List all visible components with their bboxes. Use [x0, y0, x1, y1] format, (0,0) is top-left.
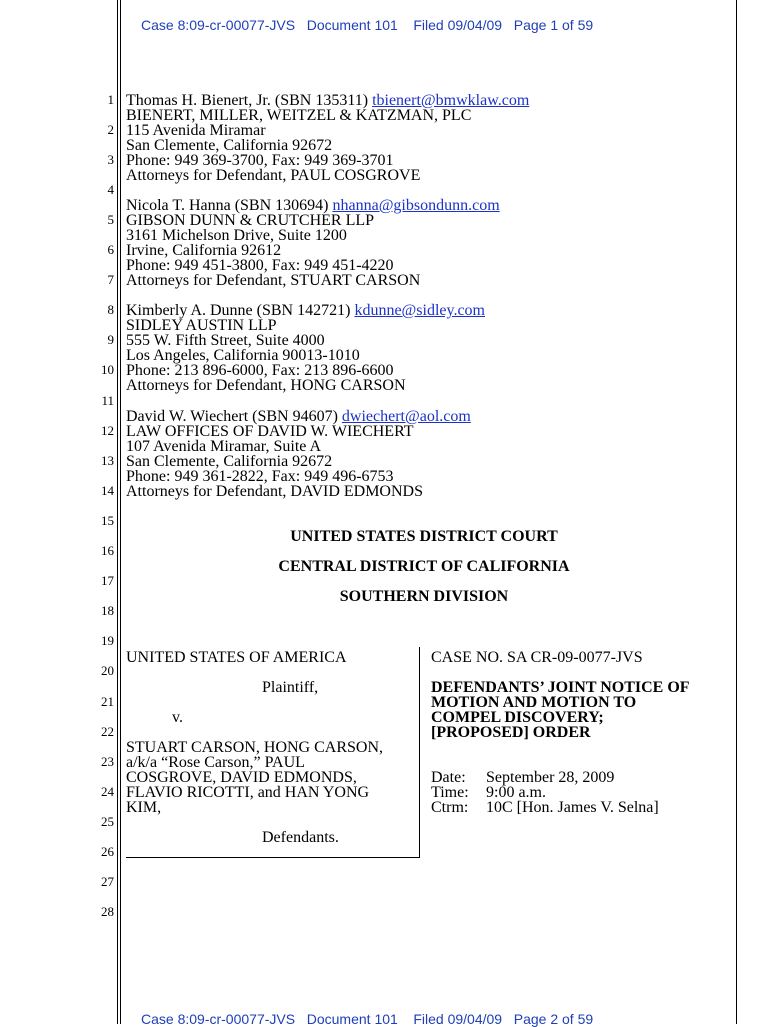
plaintiff-name: UNITED STATES OF AMERICA	[126, 649, 347, 666]
line-number: 24	[101, 784, 114, 799]
hearing-time-value: 9:00 a.m.	[486, 784, 546, 801]
address-line: Los Angeles, California 90013-1010	[126, 347, 360, 364]
attorney-email-link[interactable]: dwiechert@aol.com	[341, 408, 471, 425]
attorney-name: Nicola T. Hanna (SBN 130694)	[126, 197, 329, 214]
caption-divider-horizontal	[126, 857, 420, 858]
line-number: 23	[101, 754, 114, 769]
case-number: CASE NO. SA CR-09-0077-JVS	[431, 649, 643, 666]
line-number: 3	[107, 152, 114, 167]
line-number: 6	[107, 242, 114, 257]
hearing-time-label: Time:	[431, 784, 469, 801]
defendants-line: KIM,	[126, 799, 162, 816]
line-number: 28	[101, 904, 114, 919]
address-line: San Clemente, California 92672	[126, 453, 333, 470]
representation-line: Attorneys for Defendant, DAVID EDMONDS	[126, 483, 423, 500]
firm-name: SIDLEY AUSTIN LLP	[126, 317, 277, 334]
hearing-courtroom-value: 10C [Hon. James V. Selna]	[486, 799, 659, 816]
attorney-email-link[interactable]: nhanna@gibsondunn.com	[332, 197, 500, 214]
attorney-email-link[interactable]: kdunne@sidley.com	[354, 302, 485, 319]
document-title-line: DEFENDANTS’ JOINT NOTICE OF	[431, 679, 690, 696]
line-number: 20	[101, 663, 114, 678]
attorney-line	[126, 409, 471, 424]
attorney-line	[126, 93, 529, 108]
line-number: 21	[101, 694, 114, 709]
line-number: 27	[101, 874, 114, 889]
attorney-name: David W. Wiechert (SBN 94607)	[126, 408, 338, 425]
left-margin-rule-2	[120, 0, 121, 1024]
line-number: 12	[101, 423, 114, 438]
attorney-name: Kimberly A. Dunne (SBN 142721)	[126, 302, 351, 319]
hearing-date-value: September 28, 2009	[486, 769, 615, 786]
hearing-date-label: Date:	[431, 769, 466, 786]
line-number: 17	[101, 573, 114, 588]
document-title-line: MOTION AND MOTION TO	[431, 694, 637, 711]
attorney-line	[126, 198, 500, 213]
phone-fax-line: Phone: 949 361-2822, Fax: 949 496-6753	[126, 468, 394, 485]
attorney-email-link[interactable]: tbienert@bmwklaw.com	[372, 92, 530, 109]
phone-fax-line: Phone: 949 369-3700, Fax: 949 369-3701	[126, 152, 394, 169]
representation-line: Attorneys for Defendant, PAUL COSGROVE	[126, 167, 421, 184]
line-number: 22	[101, 724, 114, 739]
line-number: 25	[101, 814, 114, 829]
representation-line: Attorneys for Defendant, STUART CARSON	[126, 272, 421, 289]
caption-divider-vertical	[419, 647, 420, 858]
line-number: 8	[107, 302, 114, 317]
line-number: 16	[101, 543, 114, 558]
line-number: 7	[107, 272, 114, 287]
court-district: CENTRAL DISTRICT OF CALIFORNIA	[278, 558, 570, 575]
line-number: 19	[101, 633, 114, 648]
phone-fax-line: Phone: 949 451-3800, Fax: 949 451-4220	[126, 257, 394, 274]
address-line: 555 W. Fifth Street, Suite 4000	[126, 332, 325, 349]
line-number: 10	[101, 362, 114, 377]
address-line: 3161 Michelson Drive, Suite 1200	[126, 227, 347, 244]
plaintiff-label: Plaintiff,	[262, 679, 319, 696]
attorney-name: Thomas H. Bienert, Jr. (SBN 135311)	[126, 92, 369, 109]
firm-name: GIBSON DUNN & CRUTCHER LLP	[126, 212, 375, 229]
defendants-line: STUART CARSON, HONG CARSON,	[126, 739, 384, 756]
line-number: 14	[101, 483, 114, 498]
line-number: 2	[107, 122, 114, 137]
line-number: 18	[101, 603, 114, 618]
court-name: UNITED STATES DISTRICT COURT	[290, 528, 558, 545]
firm-name: LAW OFFICES OF DAVID W. WIECHERT	[126, 423, 414, 440]
address-line: 107 Avenida Miramar, Suite A	[126, 438, 322, 455]
defendants-line: a/k/a “Rose Carson,” PAUL	[126, 754, 305, 771]
phone-fax-line: Phone: 213 896-6000, Fax: 213 896-6600	[126, 362, 394, 379]
document-header: Case 8:09-cr-00077-JVS Document 101 Filed 09/04/09 Page 1 of 59	[141, 17, 594, 33]
defendants-line: FLAVIO RICOTTI, and HAN YONG	[126, 784, 370, 801]
next-page-header: Case 8:09-cr-00077-JVS Document 101 Filed 09/04/09 Page 2 of 59	[141, 1011, 594, 1027]
line-number: 15	[101, 513, 114, 528]
left-margin-rule-1	[117, 0, 118, 1024]
line-number: 9	[107, 332, 114, 347]
address-line: Irvine, California 92612	[126, 242, 282, 259]
right-margin-rule	[736, 0, 737, 1024]
defendants-line: COSGROVE, DAVID EDMONDS,	[126, 769, 357, 786]
address-line: San Clemente, California 92672	[126, 137, 333, 154]
firm-name: BIENERT, MILLER, WEITZEL & KATZMAN, PLC	[126, 107, 472, 124]
document-title-line: COMPEL DISCOVERY;	[431, 709, 604, 726]
line-number: 11	[101, 393, 114, 408]
line-number: 1	[107, 92, 114, 107]
document-title-line: [PROPOSED] ORDER	[431, 724, 591, 741]
representation-line: Attorneys for Defendant, HONG CARSON	[126, 377, 406, 394]
line-number: 26	[101, 844, 114, 859]
line-number: 4	[107, 182, 114, 197]
versus-label: v.	[172, 709, 183, 726]
address-line: 115 Avenida Miramar	[126, 122, 266, 139]
defendants-label: Defendants.	[262, 829, 339, 846]
line-number: 13	[101, 453, 114, 468]
hearing-courtroom-label: Ctrm:	[431, 799, 469, 816]
line-number: 5	[107, 212, 114, 227]
attorney-line	[126, 303, 485, 318]
court-division: SOUTHERN DIVISION	[339, 588, 509, 605]
